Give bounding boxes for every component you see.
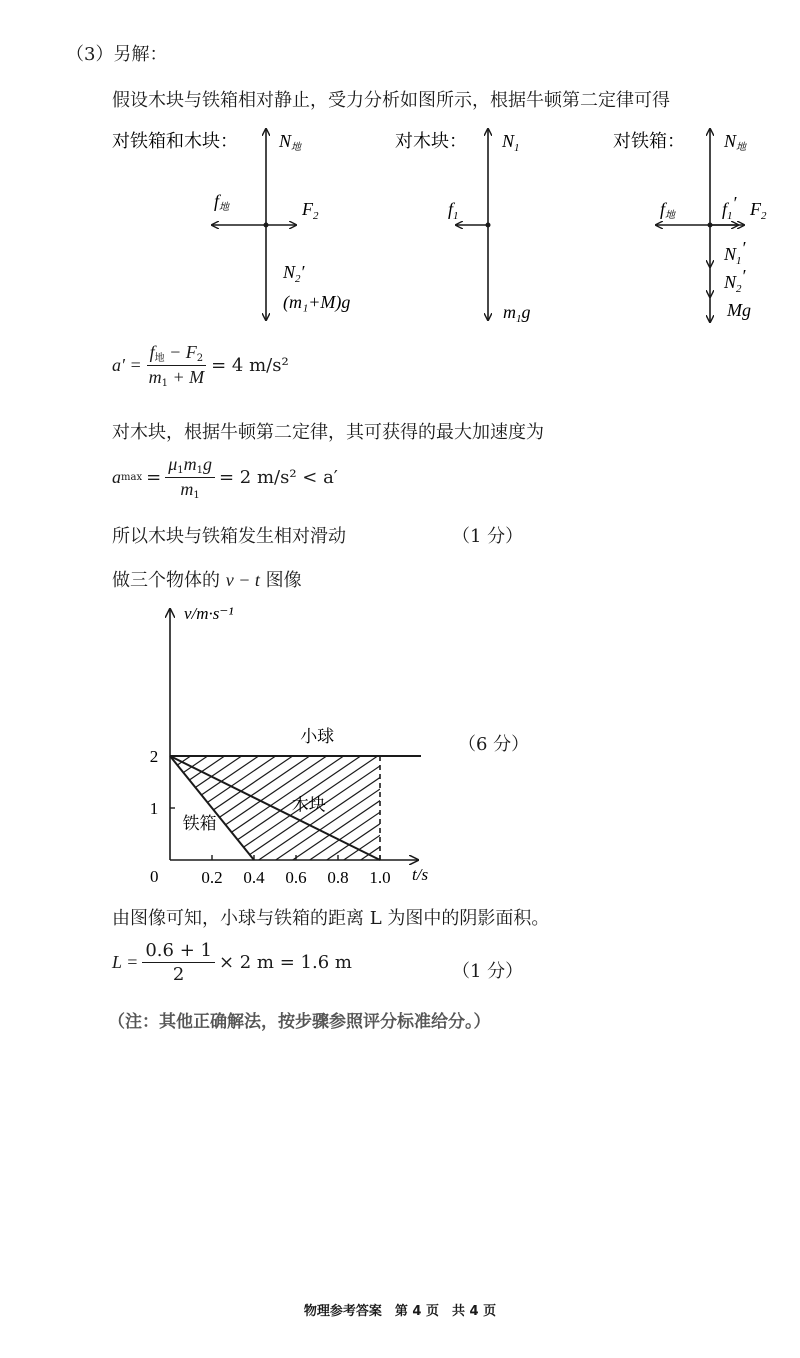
svg-text:f1′: $f_1'$ (722, 193, 737, 222)
section-heading: （3）另解： (66, 44, 168, 65)
text-block-max: 对木块，根据牛顿第二定律，其可获得的最大加速度为 (112, 422, 544, 443)
svg-text:N1′: $N_1'$ (724, 238, 746, 267)
hatch-line (329, 666, 450, 870)
score-chart: （6 分） (458, 734, 530, 755)
y-tick-label: 2 (149, 747, 159, 766)
intro-text: 假设木块与铁箱相对静止，受力分析如图所示，根据牛顿第二定律可得 (112, 90, 670, 111)
fbd-whole (212, 129, 350, 320)
hatch-line (130, 666, 408, 870)
page-footer: 物理参考答案 第 4 页 共 4 页 (303, 1304, 497, 1319)
hatch-line (130, 666, 323, 870)
equation-a-max: a max = $\frac{\mu_1m_1g}{m_1}$ = 2 m/s² < a′ (112, 454, 338, 501)
hatch-line (414, 666, 450, 870)
svg-text:N2′: $N_2'$ (283, 262, 305, 285)
series-label-box: 铁箱 (182, 813, 217, 833)
text-vt-intro: 做三个物体的 v − t 图像 (112, 570, 302, 591)
hatch-line (431, 666, 450, 870)
hatch-line (130, 666, 170, 870)
hatch-line (130, 666, 306, 870)
text-relative-slide: 所以木块与铁箱发生相对滑动 (112, 526, 346, 547)
hatch-line (193, 666, 450, 870)
svg-text:f地: f地 (660, 199, 676, 221)
hatch-line (176, 666, 450, 870)
series-block-line (170, 756, 380, 860)
hatch-line (312, 666, 450, 870)
hatch-line (159, 666, 450, 870)
x-tick-label: 0.8 (327, 868, 349, 887)
svg-text:N1: $N_1$ (502, 131, 520, 154)
score-area: （1 分） (452, 961, 524, 982)
x-tick-label: 0.2 (201, 868, 223, 887)
svg-text:f地: f地 (214, 191, 230, 213)
y-axis-label: v/m·s⁻¹ (184, 604, 234, 623)
fbd-block (448, 129, 531, 325)
fbd-box (656, 129, 767, 322)
x-tick-label: 0.4 (243, 868, 265, 887)
x-tick-label: 1.0 (369, 868, 391, 887)
svg-text:N2′: $N_2'$ (724, 266, 746, 295)
svg-text:N地: N地 (724, 131, 747, 153)
fbd-label-block: 对木块： (395, 131, 467, 151)
hatch-line (130, 666, 272, 870)
svg-text:F2: $F_2$ (750, 199, 767, 222)
free-body-diagrams (0, 115, 800, 330)
hatch-line (130, 666, 238, 870)
svg-text:N地: N地 (279, 131, 302, 153)
hatch-line (210, 666, 450, 870)
text-shaded-area: 由图像可知，小球与铁箱的距离 L 为图中的阴影面积。 (112, 908, 550, 929)
hatch-line (448, 666, 450, 870)
series-label-ball: 小球 (300, 727, 335, 746)
x-tick-label: 0.6 (285, 868, 307, 887)
weight-box: Mg (727, 300, 751, 320)
hatch-line (397, 666, 450, 870)
svg-text:F2: $F_2$ (302, 199, 319, 222)
fbd-label-whole: 对铁箱和木块： (112, 131, 238, 151)
hatch-line (295, 666, 450, 870)
hatch-line (130, 666, 391, 870)
hatch-line (278, 666, 450, 870)
x-axis-label: t/s (412, 865, 429, 884)
grading-note: （注：其他正确解法，按步骤参照评分标准给分。） (108, 1012, 491, 1032)
vt-chart (130, 595, 450, 895)
score-slide: （1 分） (452, 526, 524, 547)
fbd-label-box: 对铁箱： (613, 131, 685, 151)
series-label-block: 木块 (291, 795, 326, 815)
shaded-area (130, 666, 450, 870)
origin-label: 0 (150, 867, 159, 886)
hatch-line (142, 666, 442, 870)
equation-distance: L = $\frac{0.6 + 1}{2}$ × 2 m = 1.6 m (112, 940, 352, 985)
weight-whole: (m₁+M)g (283, 292, 351, 312)
svg-text:f1: $f_1$ (448, 199, 459, 222)
equation-a-prime: a′ = $\frac{f_地 - F_2}{m_1 + M}$ = 4 m/s² (112, 342, 289, 389)
y-tick-label: 1 (149, 799, 159, 818)
svg-text:m1g: $m_1g$ (503, 302, 531, 325)
hatch-line (130, 666, 289, 870)
hatch-line (346, 666, 450, 870)
series-box-line (170, 756, 254, 860)
hatch-line (380, 666, 450, 870)
